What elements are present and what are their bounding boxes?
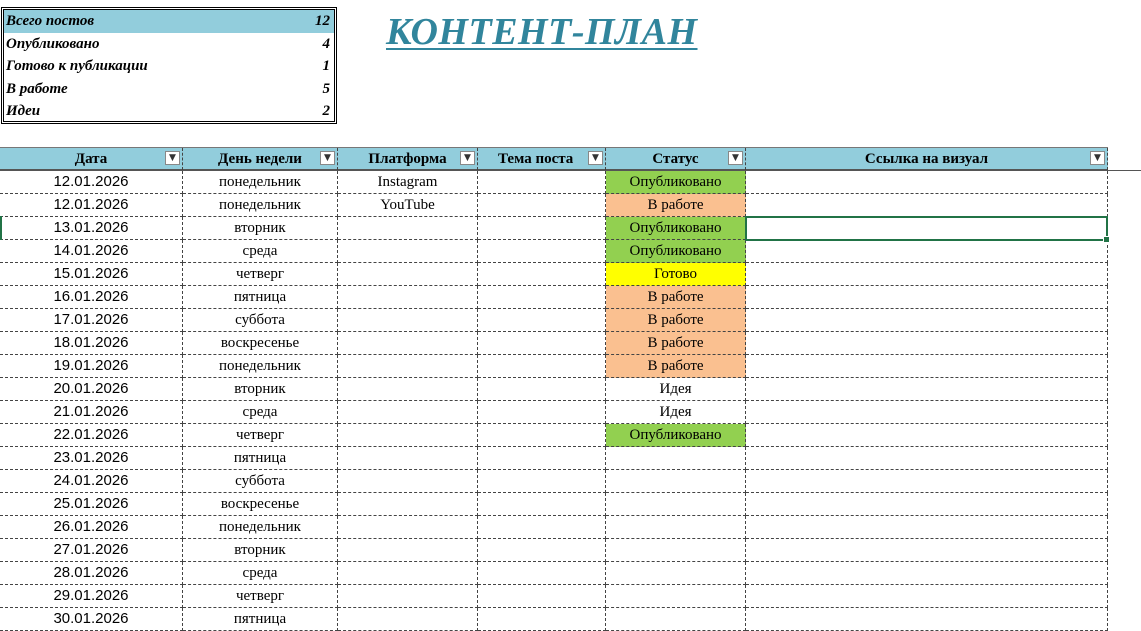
cell-link[interactable]	[746, 194, 1108, 217]
summary-label: Опубликовано	[6, 36, 100, 52]
cell-date[interactable]: 29.01.2026	[0, 585, 183, 608]
cell-topic[interactable]	[478, 424, 606, 447]
cell-day[interactable]: среда	[183, 401, 338, 424]
cell-link[interactable]	[746, 516, 1108, 539]
table-row	[0, 263, 1108, 286]
cell-date[interactable]: 28.01.2026	[0, 562, 183, 585]
column-header-label: Тема поста	[498, 151, 574, 167]
table-row	[0, 470, 1108, 493]
column-header-label: Платформа	[368, 151, 447, 167]
cell-status[interactable]: Опубликовано	[606, 171, 746, 194]
column-header-label: Дата	[74, 151, 108, 167]
cell-topic[interactable]	[478, 332, 606, 355]
table-row	[0, 286, 1108, 309]
table-row	[0, 240, 1108, 263]
cell-link[interactable]	[746, 401, 1108, 424]
table-row	[0, 332, 1108, 355]
cell-date[interactable]: 17.01.2026	[0, 309, 183, 332]
cell-status[interactable]	[606, 470, 746, 493]
summary-row-published[interactable]	[4, 33, 334, 56]
cell-status[interactable]	[606, 516, 746, 539]
cell-date[interactable]: 23.01.2026	[0, 447, 183, 470]
cell-status[interactable]: Идея	[606, 401, 746, 424]
cell-day[interactable]: вторник	[183, 217, 338, 240]
cell-date[interactable]: 15.01.2026	[0, 263, 183, 286]
cell-status[interactable]	[606, 562, 746, 585]
cell-date[interactable]: 21.01.2026	[0, 401, 183, 424]
cell-date[interactable]: 25.01.2026	[0, 493, 183, 516]
summary-label: Идеи	[6, 103, 41, 119]
filter-dropdown-icon[interactable]: ▼	[728, 151, 743, 165]
header-divider	[0, 170, 1141, 171]
summary-label: Всего постов	[6, 13, 95, 29]
page-title: КОНТЕНТ-ПЛАН	[386, 11, 698, 53]
table-row	[0, 562, 1108, 585]
cell-link[interactable]	[746, 447, 1108, 470]
cell-platform[interactable]: Instagram	[338, 171, 478, 194]
column-header-day[interactable]	[183, 148, 338, 170]
cell-platform[interactable]: YouTube	[338, 194, 478, 217]
cell-day[interactable]: суббота	[183, 470, 338, 493]
cell-date[interactable]: 27.01.2026	[0, 539, 183, 562]
cell-day[interactable]: вторник	[183, 539, 338, 562]
cell-day[interactable]: воскресенье	[183, 493, 338, 516]
cell-topic[interactable]	[478, 608, 606, 631]
cell-topic[interactable]	[478, 194, 606, 217]
cell-topic[interactable]	[478, 378, 606, 401]
summary-value: 4	[322, 36, 330, 52]
cell-day[interactable]: пятница	[183, 447, 338, 470]
cell-date[interactable]: 30.01.2026	[0, 608, 183, 631]
cell-day[interactable]: понедельник	[183, 171, 338, 194]
table-row	[0, 539, 1108, 562]
filter-dropdown-icon[interactable]: ▼	[165, 151, 180, 165]
cell-date[interactable]: 13.01.2026	[0, 217, 183, 240]
cell-platform[interactable]	[338, 424, 478, 447]
cell-date[interactable]: 14.01.2026	[0, 240, 183, 263]
cell-platform[interactable]	[338, 332, 478, 355]
cell-topic[interactable]	[478, 470, 606, 493]
column-header-link[interactable]	[746, 148, 1108, 170]
cell-platform[interactable]	[338, 378, 478, 401]
cell-topic[interactable]	[478, 263, 606, 286]
table-row	[0, 309, 1108, 332]
table-header	[0, 147, 1108, 170]
cell-topic[interactable]	[478, 171, 606, 194]
cell-day[interactable]: четверг	[183, 585, 338, 608]
column-header-platform[interactable]	[338, 148, 478, 170]
cell-status[interactable]: Опубликовано	[606, 240, 746, 263]
cell-date[interactable]: 26.01.2026	[0, 516, 183, 539]
cell-topic[interactable]	[478, 447, 606, 470]
cell-platform[interactable]	[338, 355, 478, 378]
column-header-label: Статус	[652, 151, 699, 167]
table-row	[0, 171, 1108, 194]
table-row	[0, 585, 1108, 608]
summary-label: В работе	[6, 81, 68, 97]
cell-platform[interactable]	[338, 539, 478, 562]
cell-topic[interactable]	[478, 217, 606, 240]
cell-day[interactable]: понедельник	[183, 516, 338, 539]
cell-topic[interactable]	[478, 516, 606, 539]
cell-status[interactable]: В работе	[606, 194, 746, 217]
cell-platform[interactable]	[338, 470, 478, 493]
cell-platform[interactable]	[338, 516, 478, 539]
cell-platform[interactable]	[338, 401, 478, 424]
filter-dropdown-icon[interactable]: ▼	[588, 151, 603, 165]
cell-link[interactable]	[746, 470, 1108, 493]
table-row	[0, 608, 1108, 631]
cell-day[interactable]: воскресенье	[183, 332, 338, 355]
cell-link[interactable]	[746, 378, 1108, 401]
cell-status[interactable]: Опубликовано	[606, 424, 746, 447]
cell-link[interactable]	[746, 355, 1108, 378]
cell-date[interactable]: 12.01.2026	[0, 194, 183, 217]
column-header-date[interactable]	[0, 148, 183, 170]
cell-topic[interactable]	[478, 355, 606, 378]
cell-link[interactable]	[746, 562, 1108, 585]
cell-date[interactable]: 20.01.2026	[0, 378, 183, 401]
cell-platform[interactable]	[338, 585, 478, 608]
cell-platform[interactable]	[338, 240, 478, 263]
cell-date[interactable]: 12.01.2026	[0, 171, 183, 194]
table-row	[0, 355, 1108, 378]
column-header-label: Ссылка на визуал	[864, 151, 989, 167]
cell-link[interactable]	[746, 217, 1108, 240]
cell-platform[interactable]	[338, 309, 478, 332]
summary-box	[1, 7, 337, 124]
cell-platform[interactable]	[338, 286, 478, 309]
cell-status[interactable]: Опубликовано	[606, 217, 746, 240]
cell-date[interactable]: 18.01.2026	[0, 332, 183, 355]
summary-value: 5	[322, 81, 330, 97]
table-row	[0, 217, 1108, 240]
table-row	[0, 194, 1108, 217]
cell-link[interactable]	[746, 171, 1108, 194]
cell-link[interactable]	[746, 608, 1108, 631]
column-header-topic[interactable]	[478, 148, 606, 170]
cell-day[interactable]: среда	[183, 562, 338, 585]
summary-value: 1	[322, 58, 330, 74]
cell-status[interactable]	[606, 608, 746, 631]
filter-dropdown-icon[interactable]: ▼	[1090, 151, 1105, 165]
cell-topic[interactable]	[478, 286, 606, 309]
table-row	[0, 401, 1108, 424]
cell-platform[interactable]	[338, 447, 478, 470]
summary-row-ready[interactable]	[4, 55, 334, 78]
row-marker	[0, 216, 2, 240]
column-header-label: День недели	[218, 151, 302, 167]
cell-platform[interactable]	[338, 217, 478, 240]
cell-day[interactable]: четверг	[183, 263, 338, 286]
cell-topic[interactable]	[478, 585, 606, 608]
cell-status[interactable]: Идея	[606, 378, 746, 401]
cell-link[interactable]	[746, 424, 1108, 447]
table-row	[0, 447, 1108, 470]
cell-platform[interactable]	[338, 562, 478, 585]
cell-status[interactable]	[606, 585, 746, 608]
cell-status[interactable]: Готово	[606, 263, 746, 286]
cell-day[interactable]: понедельник	[183, 355, 338, 378]
cell-day[interactable]: суббота	[183, 309, 338, 332]
cell-status[interactable]: В работе	[606, 286, 746, 309]
cell-link[interactable]	[746, 309, 1108, 332]
cell-day[interactable]: вторник	[183, 378, 338, 401]
cell-topic[interactable]	[478, 309, 606, 332]
table-row	[0, 493, 1108, 516]
cell-status[interactable]	[606, 447, 746, 470]
summary-value: 2	[322, 103, 330, 119]
cell-platform[interactable]	[338, 263, 478, 286]
cell-link[interactable]	[746, 539, 1108, 562]
cell-link[interactable]	[746, 286, 1108, 309]
cell-platform[interactable]	[338, 608, 478, 631]
cell-topic[interactable]	[478, 401, 606, 424]
cell-topic[interactable]	[478, 240, 606, 263]
table-row	[0, 516, 1108, 539]
table-row	[0, 424, 1108, 447]
cell-status[interactable]	[606, 539, 746, 562]
cell-status[interactable]	[606, 493, 746, 516]
cell-status[interactable]: В работе	[606, 309, 746, 332]
cell-status[interactable]: В работе	[606, 332, 746, 355]
cell-link[interactable]	[746, 585, 1108, 608]
cell-date[interactable]: 19.01.2026	[0, 355, 183, 378]
cell-day[interactable]: пятница	[183, 286, 338, 309]
cell-link[interactable]	[746, 263, 1108, 286]
cell-platform[interactable]	[338, 493, 478, 516]
cell-link[interactable]	[746, 240, 1108, 263]
table-row	[0, 378, 1108, 401]
summary-row-ideas[interactable]	[4, 100, 334, 123]
cell-day[interactable]: четверг	[183, 424, 338, 447]
column-header-status[interactable]	[606, 148, 746, 170]
filter-dropdown-icon[interactable]: ▼	[320, 151, 335, 165]
cell-topic[interactable]	[478, 562, 606, 585]
cell-date[interactable]: 16.01.2026	[0, 286, 183, 309]
cell-date[interactable]: 24.01.2026	[0, 470, 183, 493]
cell-day[interactable]: среда	[183, 240, 338, 263]
summary-label: Готово к публикации	[6, 58, 148, 74]
cell-day[interactable]: понедельник	[183, 194, 338, 217]
summary-value: 12	[315, 13, 330, 29]
summary-row-in-progress[interactable]	[4, 78, 334, 101]
summary-row-total[interactable]	[4, 10, 334, 33]
filter-dropdown-icon[interactable]: ▼	[460, 151, 475, 165]
cell-topic[interactable]	[478, 493, 606, 516]
cell-date[interactable]: 22.01.2026	[0, 424, 183, 447]
cell-day[interactable]: пятница	[183, 608, 338, 631]
cell-status[interactable]: В работе	[606, 355, 746, 378]
cell-topic[interactable]	[478, 539, 606, 562]
cell-link[interactable]	[746, 493, 1108, 516]
cell-link[interactable]	[746, 332, 1108, 355]
